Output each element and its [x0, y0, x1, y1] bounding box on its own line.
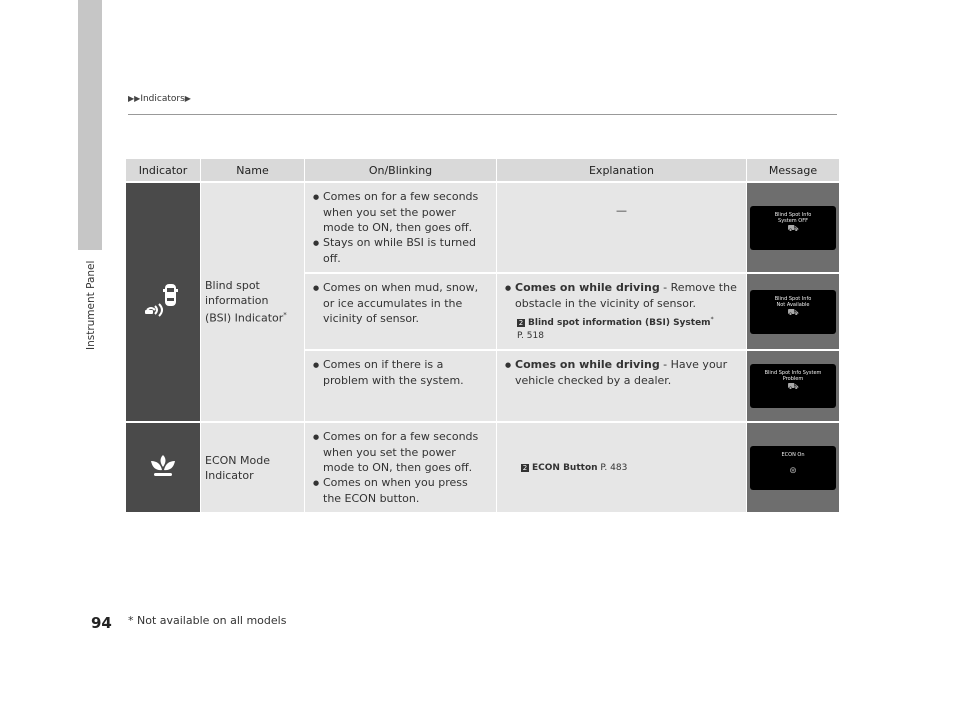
header-explanation: Explanation — [496, 159, 746, 181]
breadcrumb[interactable] — [128, 94, 191, 104]
header-indicator: Indicator — [126, 159, 200, 181]
indicator-table — [126, 157, 839, 514]
footnote: * Not available on all models — [128, 614, 287, 627]
table-row — [126, 423, 839, 512]
econ-leaf-small-icon: ⊛ — [789, 465, 797, 476]
list-item: ● Stays on while BSI is turned off. — [313, 235, 488, 266]
econ-on-cell — [304, 423, 496, 512]
message-line: Not Available — [776, 301, 810, 308]
bsi-row3-explanation-cell — [496, 351, 746, 421]
reference-page: P. 483 — [597, 463, 628, 473]
header-name: Name — [200, 159, 304, 181]
blind-spot-indicator-icon — [141, 280, 185, 320]
blind-spot-car-icon: ⛟ — [787, 382, 799, 392]
econ-name-cell — [200, 423, 304, 512]
explanation-bold: Comes on while driving — [515, 281, 660, 294]
econ-explanation-cell — [496, 423, 746, 512]
econ-icon-cell — [126, 423, 200, 512]
no-explanation-dash: — — [616, 204, 627, 217]
explanation-text: - Remove the obstacle in the vicinity of sensor. — [515, 281, 737, 310]
message-line: Blind Spot Info System — [764, 370, 822, 376]
list-item: ● Comes on when mud, snow, or ice accumulates in the vicinity of sensor. — [313, 280, 488, 326]
message-line: Problem — [782, 376, 804, 382]
list-item: ● Comes on when you press the ECON button. — [313, 475, 488, 506]
breadcrumb-arrow-icon: ▶▶ — [128, 94, 141, 103]
breadcrumb-arrow-icon: ▶ — [184, 94, 191, 103]
header-on-blinking: On/Blinking — [304, 159, 496, 181]
explanation-item — [505, 280, 738, 311]
message-screen-system-off — [750, 206, 836, 250]
table-header-row — [126, 159, 839, 181]
list-item: ● Comes on for a few seconds when you set the power mode to ON, then goes off. — [313, 429, 488, 475]
table-row — [126, 183, 839, 272]
explanation-item — [505, 357, 738, 388]
header-message: Message — [746, 159, 839, 181]
section-side-label: Instrument Panel — [85, 260, 97, 350]
page-number: 94 — [91, 614, 112, 632]
reference-title: Blind spot information (BSI) System — [528, 318, 711, 328]
message-line: ECON On — [781, 451, 805, 458]
reference-page: P. 518 — [517, 331, 544, 341]
message-screen-not-available — [750, 290, 836, 334]
cross-reference-link[interactable] — [505, 313, 738, 343]
breadcrumb-label: Indicators — [140, 94, 185, 104]
bsi-row2-on-cell — [304, 274, 496, 349]
message-line: Blind Spot Info — [774, 211, 812, 218]
bsi-row3-on-cell — [304, 351, 496, 421]
explanation-text: - Have your vehicle checked by a dealer. — [515, 358, 728, 387]
header-rule — [128, 114, 837, 115]
bsi-row1-explanation-cell — [496, 183, 746, 272]
econ-message-cell — [746, 423, 839, 512]
econ-name: ECON Mode Indicator — [205, 453, 270, 482]
list-item: ● Comes on if there is a problem with the system. — [313, 357, 488, 388]
bsi-name-cell — [200, 183, 304, 421]
bsi-icon-cell — [126, 183, 200, 421]
bsi-row1-message-cell — [746, 183, 839, 272]
message-screen-problem — [750, 364, 836, 408]
reference-star: * — [710, 316, 714, 323]
bsi-name-star: * — [283, 311, 287, 320]
bsi-row1-on-cell — [304, 183, 496, 272]
cross-reference-link[interactable] — [505, 462, 738, 475]
bsi-name: Blind spot information (BSI) Indicator — [205, 279, 284, 325]
reference-title: ECON Button — [532, 463, 598, 473]
bsi-row2-message-cell — [746, 274, 839, 349]
section-tab — [78, 0, 102, 250]
message-screen-econ-on — [750, 446, 836, 490]
bsi-row2-explanation-cell — [496, 274, 746, 349]
message-line: System OFF — [778, 217, 808, 224]
econ-leaf-icon — [146, 449, 180, 483]
reference-arrow-icon: 2 — [522, 464, 528, 472]
blind-spot-car-icon: ⛟ — [787, 307, 799, 318]
blind-spot-car-icon: ⛟ — [787, 223, 799, 234]
explanation-bold: Comes on while driving — [515, 358, 660, 371]
message-line: Blind Spot Info — [774, 295, 812, 302]
reference-arrow-icon: 2 — [518, 319, 524, 327]
list-item: ● Comes on for a few seconds when you set the power mode to ON, then goes off. — [313, 189, 488, 235]
bsi-row3-message-cell — [746, 351, 839, 421]
